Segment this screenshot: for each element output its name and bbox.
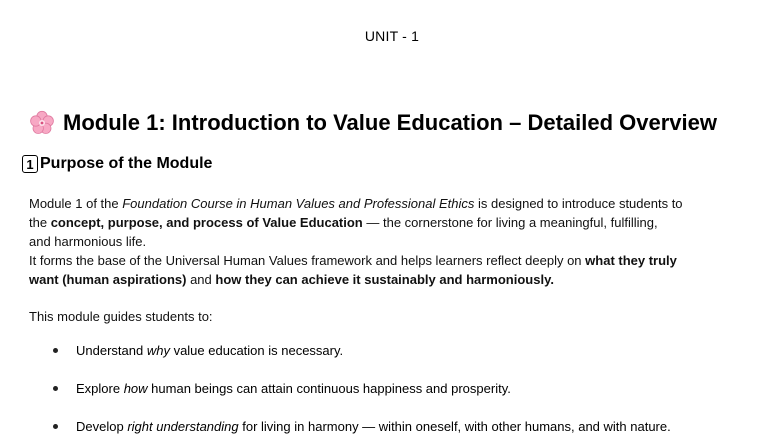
- goals-list: [50, 341, 671, 436]
- keycap-number-icon: 1: [22, 155, 38, 173]
- bullet-icon: [53, 424, 58, 429]
- list-item: Develop right understanding for living in harmony — within oneself, with other humans, and with nature.: [50, 417, 671, 436]
- list-item: Understand why value education is necessary.: [50, 341, 671, 360]
- bullet-icon: [53, 348, 58, 353]
- intro-line-3: and harmonious life.: [29, 234, 147, 249]
- cherry-blossom-icon: [29, 110, 55, 136]
- intro-line-1: Module 1 of the Foundation Course in Human Values and Professional Ethics is designed to introduce students to: [29, 196, 683, 211]
- section-heading-text: Purpose of the Module: [40, 155, 213, 172]
- unit-header: UNIT - 1: [364, 28, 420, 44]
- intro-paragraph: [29, 194, 769, 289]
- intro-line-2: the concept, purpose, and process of Value Education — the cornerstone for living a meaningful, fulfilling,: [29, 215, 658, 230]
- section-heading: [22, 155, 212, 173]
- module-title: [29, 110, 769, 136]
- module-title-text: Module 1: Introduction to Value Education – Detailed Overview: [63, 110, 717, 135]
- bullet-icon: [53, 386, 58, 391]
- list-item: Explore how human beings can attain continuous happiness and prosperity.: [50, 379, 671, 398]
- guides-line: This module guides students to:: [29, 309, 213, 324]
- intro-line-5: want (human aspirations) and how they can achieve it sustainably and harmoniously.: [29, 272, 554, 287]
- key-concept: concept, purpose, and process of Value Education: [50, 215, 363, 230]
- intro-line-4: It forms the base of the Universal Human Values framework and helps learners reflect deeply on what they truly: [29, 253, 677, 268]
- course-name: Foundation Course in Human Values and Professional Ethics: [122, 196, 475, 211]
